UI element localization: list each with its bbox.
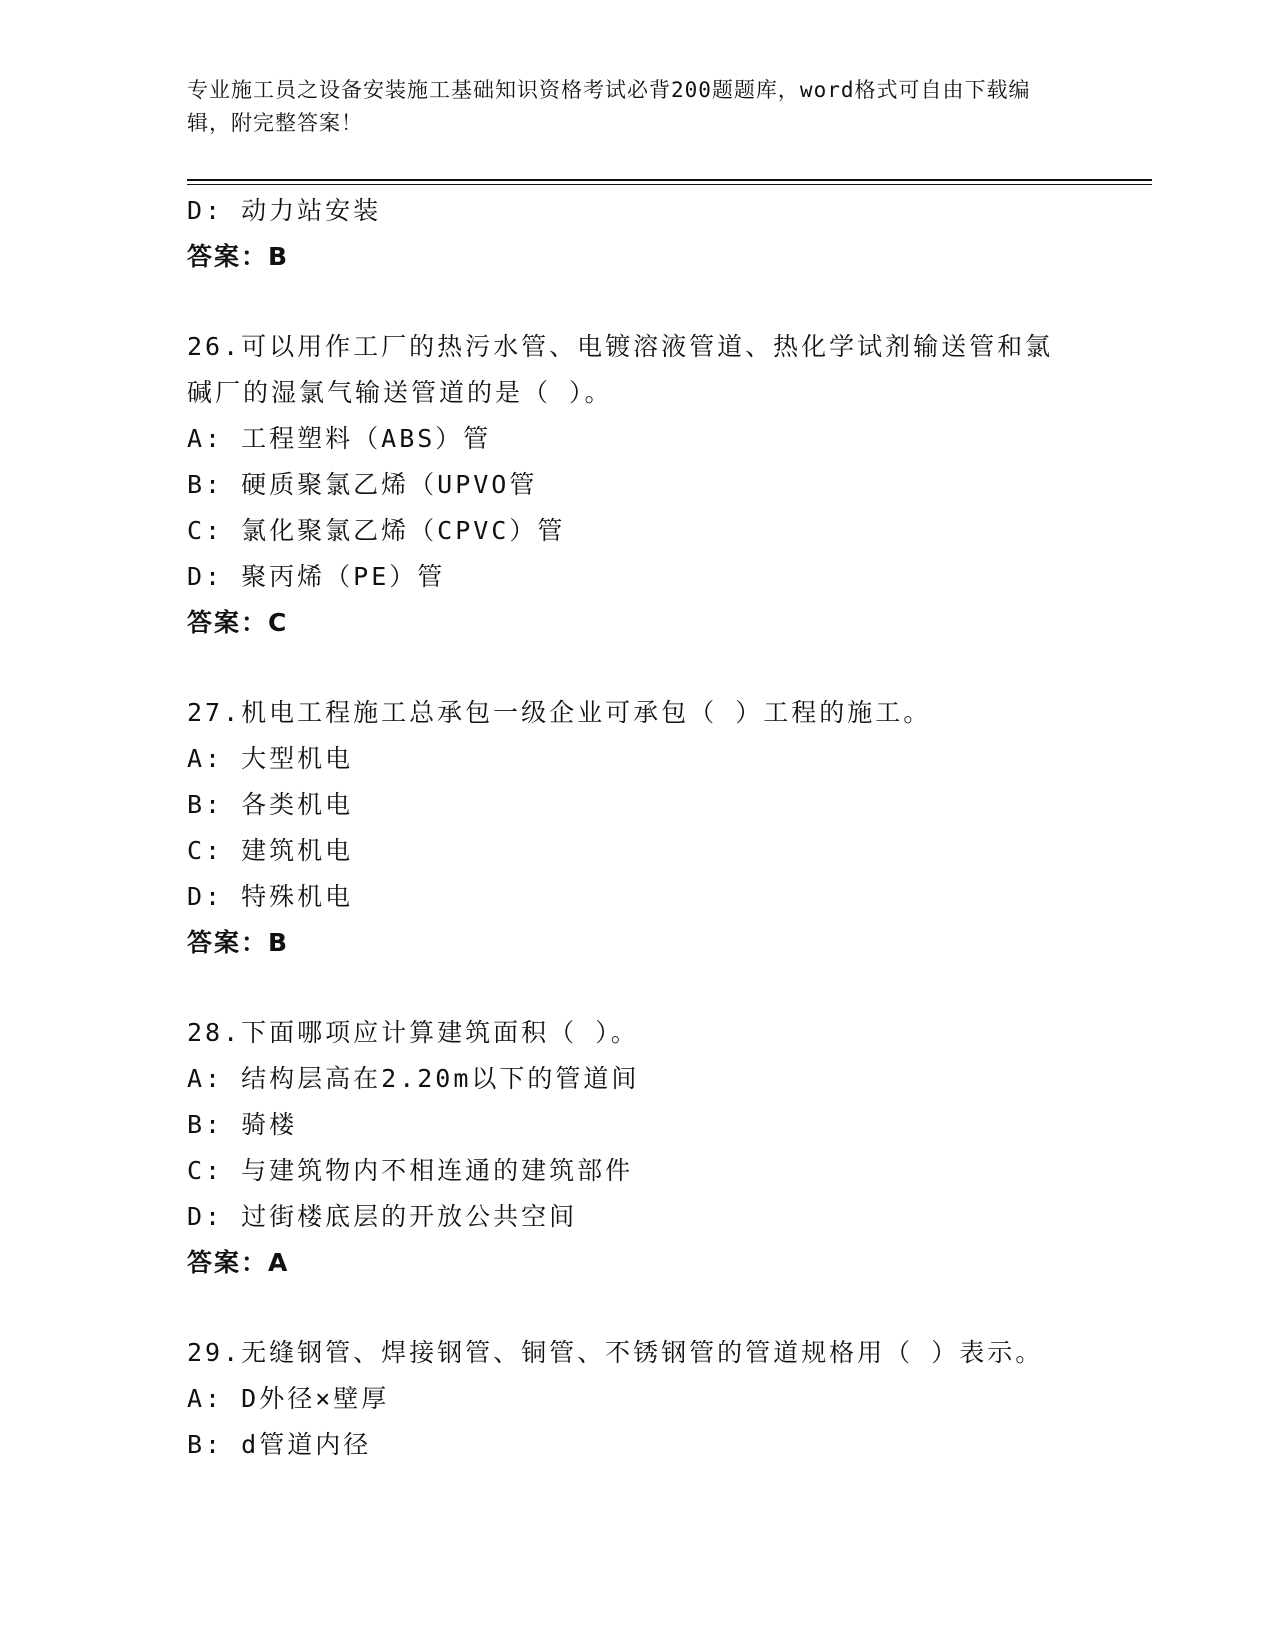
question-stem-cont: 碱厂的湿氯气输送管道的是（ ）。 [187,378,613,407]
option-d: D: 聚丙烯（PE）管 [187,562,446,591]
option-c: C: 氯化聚氯乙烯（CPVC）管 [187,516,566,545]
question-stem: 26.可以用作工厂的热污水管、电镀溶液管道、热化学试剂输送管和氯 [187,332,1054,361]
option-c: C: 建筑机电 [187,836,354,865]
option-b: B: 各类机电 [187,790,354,819]
option-a: A: 大型机电 [187,744,354,773]
option-a: A: 结构层高在2.20m以下的管道间 [187,1064,640,1093]
option-a: A: D外径×壁厚 [187,1384,390,1413]
question-stem: 27.机电工程施工总承包一级企业可承包（ ）工程的施工。 [187,698,932,727]
question-stem: 29.无缝钢管、焊接钢管、铜管、不锈钢管的管道规格用（ ）表示。 [187,1338,1044,1367]
option-b: B: 硬质聚氯乙烯（UPVO管 [187,470,538,499]
option-d: D: 特殊机电 [187,882,354,911]
question-stem: 28.下面哪项应计算建筑面积（ ）。 [187,1018,639,1047]
answer: 答案：A [187,1248,290,1277]
option-a: A: 工程塑料（ABS）管 [187,424,492,453]
answer: 答案：B [187,928,290,957]
spacer [187,646,1107,690]
answer: 答案：C [187,608,289,637]
spacer [187,1286,1107,1330]
option-b: B: d管道内径 [187,1430,372,1459]
option-b: B: 骑楼 [187,1110,298,1139]
spacer [187,966,1107,1010]
option-d: D: 过街楼底层的开放公共空间 [187,1202,578,1231]
header-divider-thick [187,179,1152,181]
question-list [187,188,1107,1468]
answer: 答案：B [187,242,290,271]
option-c: C: 与建筑物内不相连通的建筑部件 [187,1156,634,1185]
page-header: 专业施工员之设备安装施工基础知识资格考试必背200题题库，word格式可自由下载编辑，附完整答案！ [187,78,1031,135]
option-d: D: 动力站安装 [187,196,382,225]
spacer [187,280,1107,324]
header-divider-thin [187,184,1152,185]
